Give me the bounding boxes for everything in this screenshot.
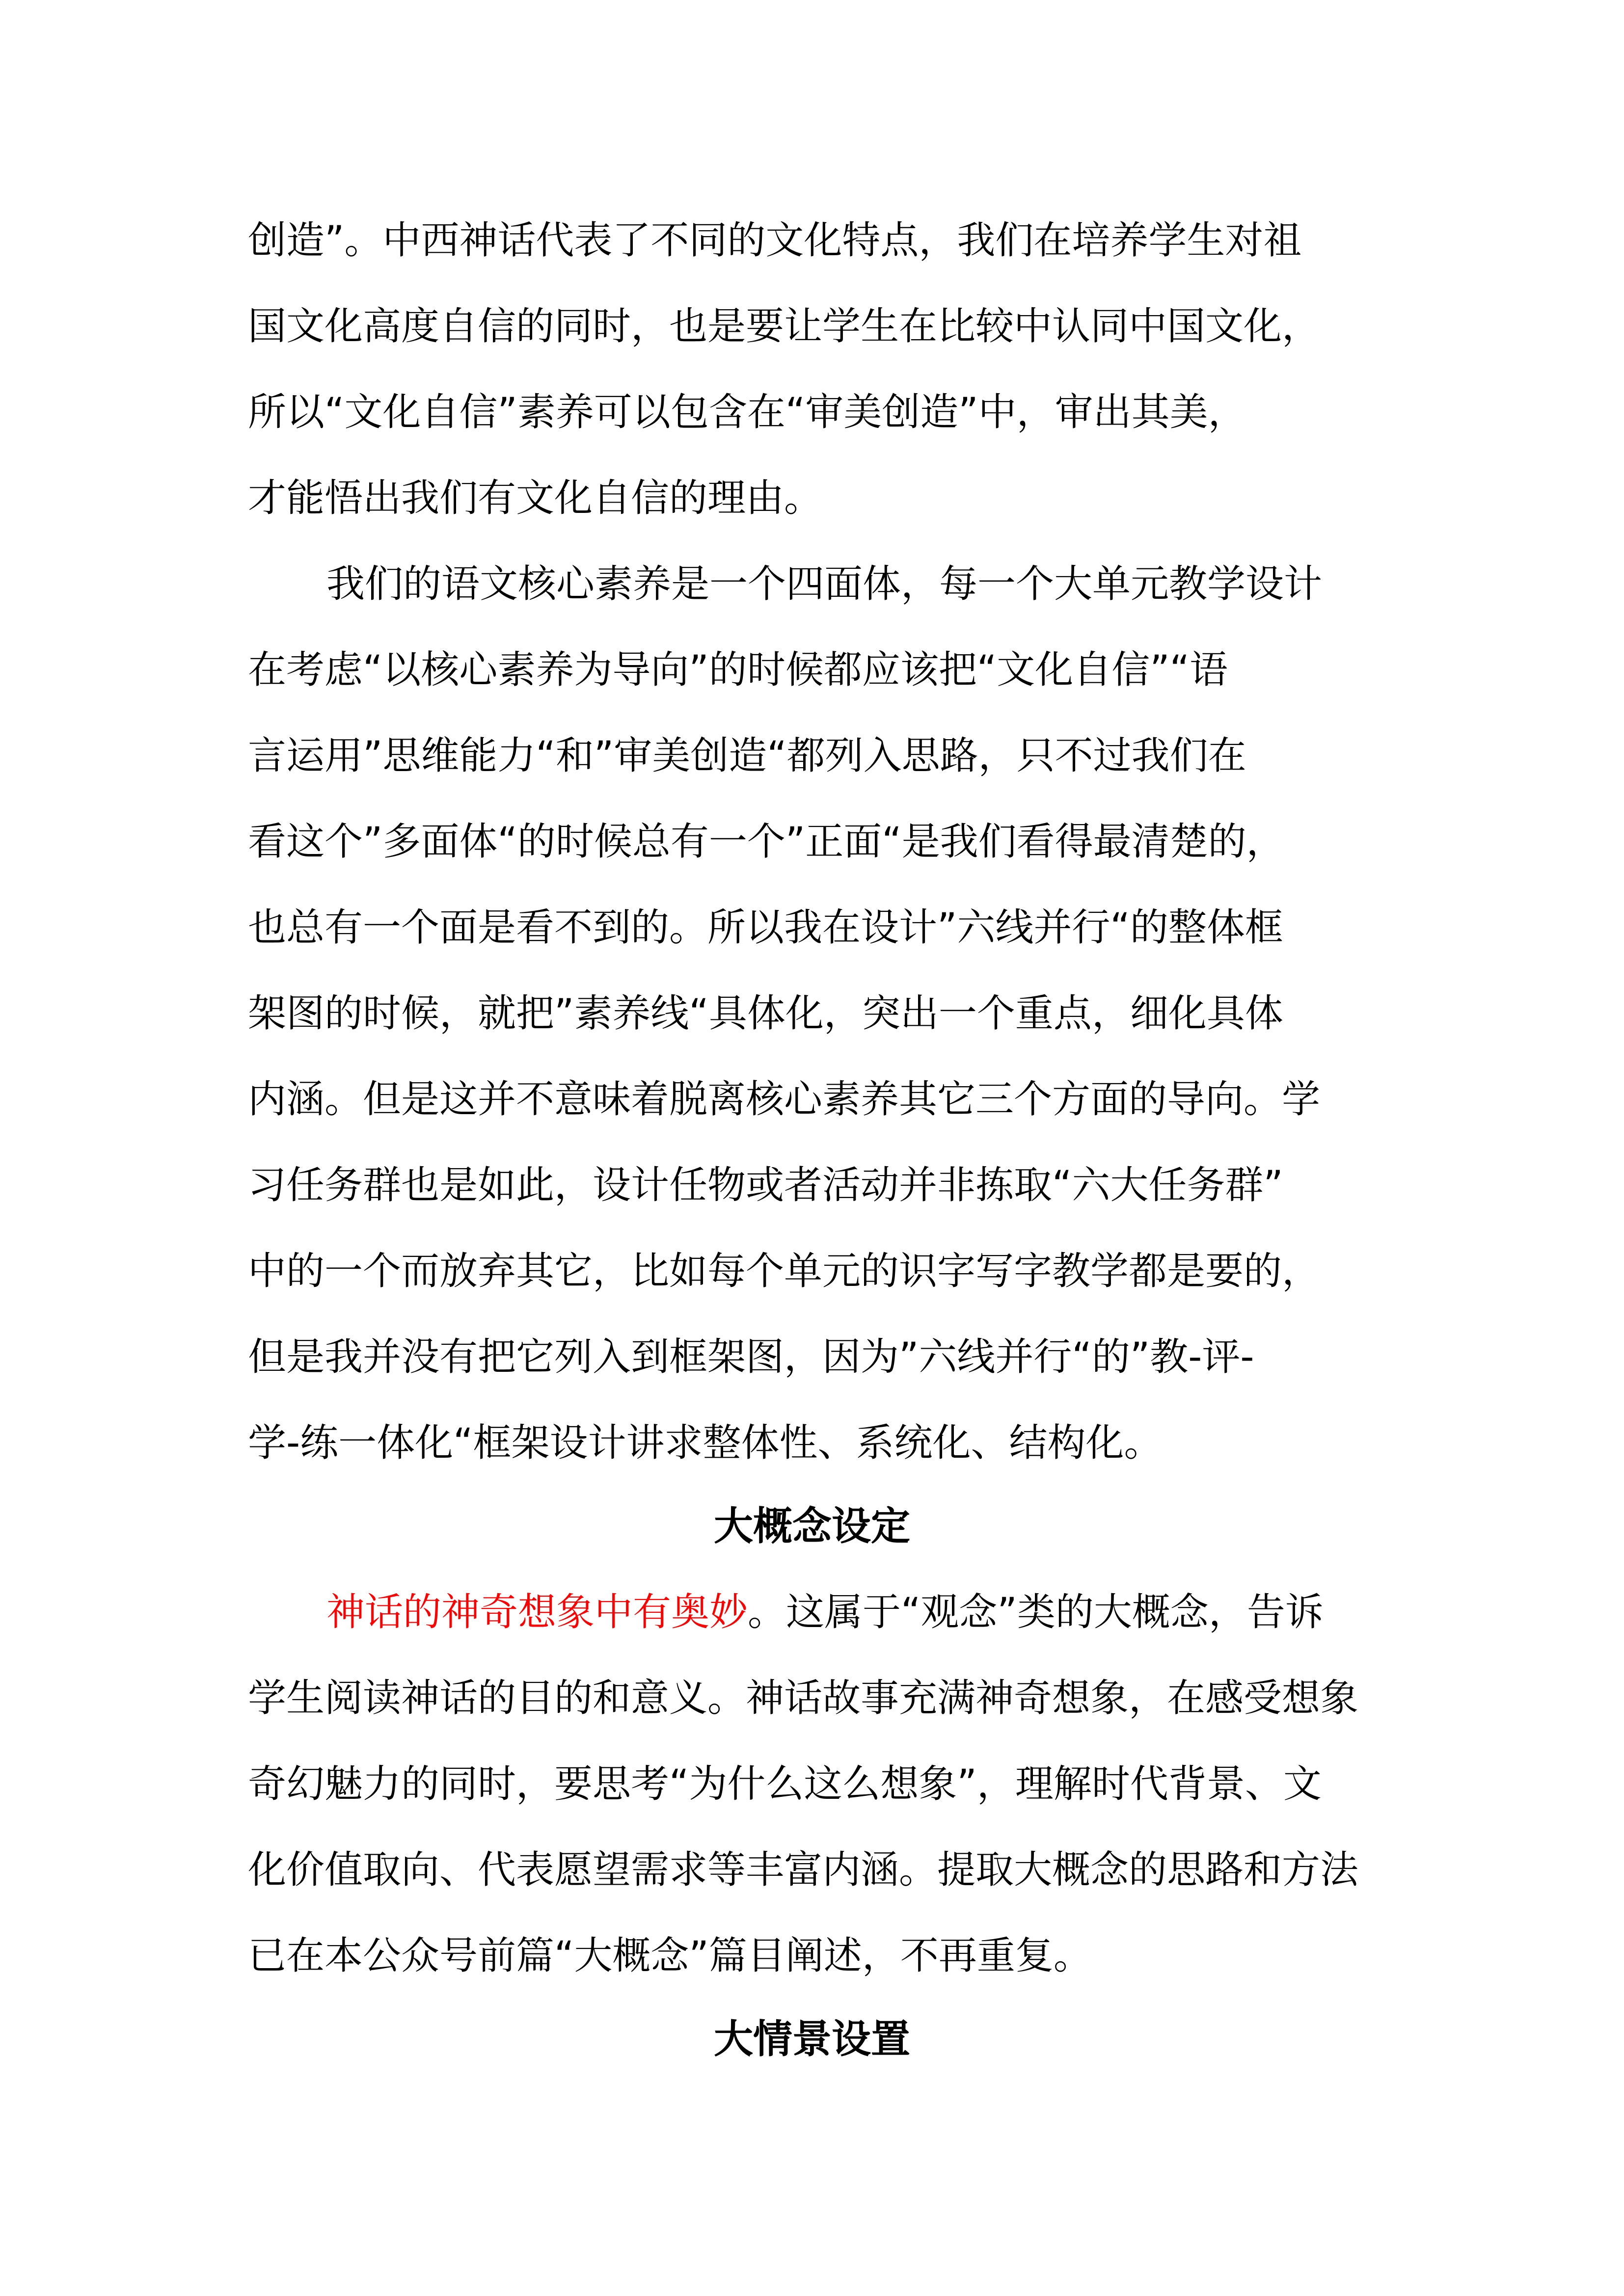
section-heading-big-scenario: 大情景设置 (714, 2016, 910, 2062)
paragraph-2-line-2: 在考虑“以核心素养为导向”的时候都应该把“文化自信”“语 (248, 648, 1228, 692)
paragraph-1-line-2: 国文化高度自信的同时，也是要让学生在比较中认同中国文化， (248, 304, 1321, 348)
paragraph-2-line-10: 但是我并没有把它列入到框架图，因为”六线并行“的”教-评- (248, 1335, 1254, 1379)
paragraph-2-line-9: 中的一个而放弃其它，比如每个单元的识字写字教学都是要的， (248, 1249, 1321, 1293)
paragraph-3-line-3: 奇幻魅力的同时，要思考“为什么这么想象”，理解时代背景、文 (248, 1762, 1322, 1806)
paragraph-3-line-4: 化价值取向、代表愿望需求等丰富内涵。提取大概念的思路和方法 (248, 1848, 1359, 1892)
paragraph-2-line-7: 内涵。但是这并不意味着脱离核心素养其它三个方面的导向。学 (248, 1077, 1321, 1121)
paragraph-2-line-11: 学-练一体化“框架设计讲求整体性、系统化、结构化。 (248, 1421, 1163, 1465)
paragraph-3-line-2: 学生阅读神话的目的和意义。神话故事充满神奇想象，在感受想象 (248, 1676, 1359, 1720)
highlighted-phrase: 神话的神奇想象中有奥妙 (326, 1590, 748, 1634)
paragraph-2-line-6: 架图的时候，就把”素养线“具体化，突出一个重点，细化具体 (248, 991, 1283, 1036)
section-heading-big-concept: 大概念设定 (714, 1503, 910, 1549)
paragraph-1-line-3: 所以“文化自信”素养可以包含在“审美创造”中，审出其美， (248, 390, 1246, 434)
paragraph-2-line-8: 习任务群也是如此，设计任物或者活动并非拣取“六大任务群” (248, 1163, 1283, 1207)
paragraph-2-line-5: 也总有一个面是看不到的。所以我在设计”六线并行“的整体框 (248, 906, 1283, 950)
paragraph-1-line-1: 创造”。中西神话代表了不同的文化特点，我们在培养学生对祖 (248, 218, 1302, 263)
paragraph-3-line-5: 已在本公众号前篇“大概念”篇目阐述，不再重复。 (248, 1934, 1092, 1978)
paragraph-2-line-1: 我们的语文核心素养是一个四面体，每一个大单元教学设计 (326, 562, 1323, 606)
paragraph-3-line-1 (326, 1588, 1324, 1637)
paragraph-3-line-1-rest: 。这属于“观念”类的大概念，告诉 (748, 1590, 1324, 1634)
paragraph-2-line-4: 看这个”多面体“的时候总有一个”正面“是我们看得最清楚的， (248, 820, 1285, 864)
paragraph-1-line-4: 才能悟出我们有文化自信的理由。 (248, 476, 823, 520)
paragraph-2-line-3: 言运用”思维能力“和”审美创造“都列入思路，只不过我们在 (248, 734, 1246, 778)
